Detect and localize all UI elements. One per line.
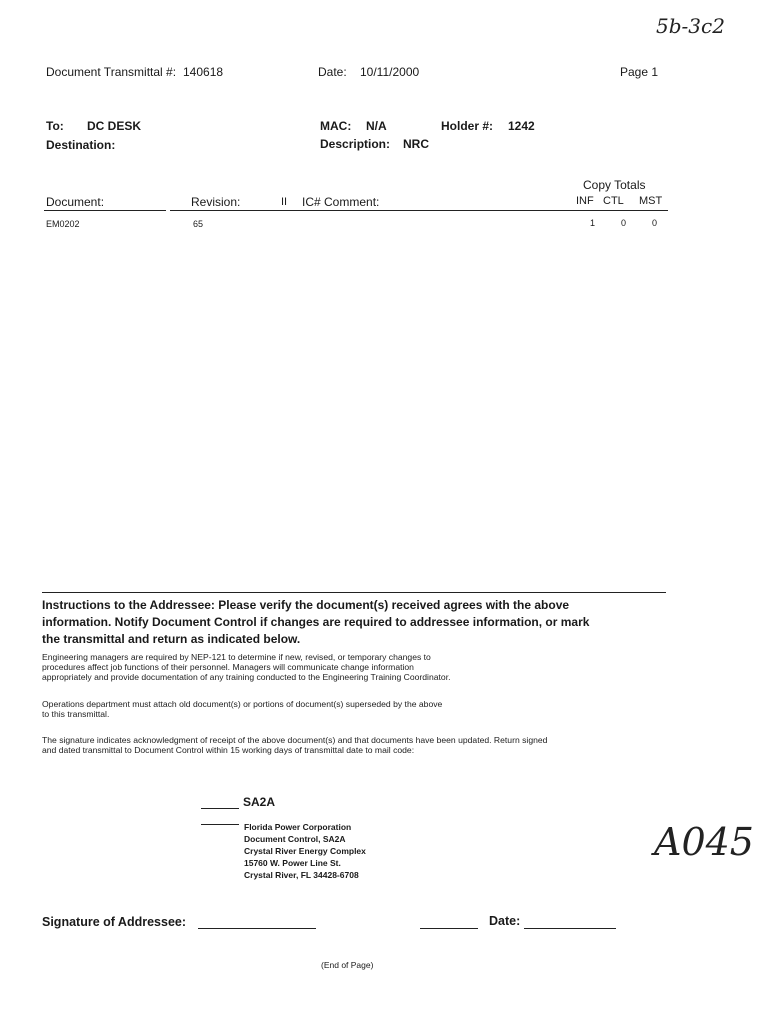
transmittal-label: Document Transmittal #: — [46, 65, 177, 79]
to-label: To: — [46, 119, 64, 133]
description-value: NRC — [403, 137, 429, 151]
address-line-text: Document Control, SA2A — [244, 834, 346, 844]
col-header-separator: II — [281, 196, 288, 208]
address-line — [201, 824, 239, 825]
address-line-text: Florida Power Corporation — [244, 822, 352, 832]
page-number: Page 1 — [620, 65, 659, 79]
paragraph-line: appropriately and provide documentation of any training conducted to the Engineering Training Coordinator. — [42, 672, 451, 682]
instructions-heading-line: the transmittal and return as indicated below. — [42, 632, 301, 646]
handwritten-note-top: 5b-3c2 — [656, 14, 725, 38]
signature-field[interactable] — [198, 928, 316, 929]
mail-code: SA2A — [243, 795, 276, 809]
date-signed-label: Date: — [489, 914, 521, 928]
col-header-revision: Revision: — [191, 195, 241, 209]
return-address — [244, 821, 366, 881]
mac-label: MAC: — [320, 119, 352, 133]
mail-code-line — [201, 808, 239, 809]
col-header-ic-comment: IC# Comment: — [302, 195, 380, 209]
address-line-text: Crystal River Energy Complex — [244, 846, 366, 856]
holder-value: 1242 — [508, 119, 535, 133]
paragraph-line: Operations department must attach old document(s) or portions of document(s) superseded by the above — [42, 699, 443, 709]
instructions-heading-line: Instructions to the Addressee: Please verify the document(s) received agrees with the above — [42, 598, 570, 612]
signature-label: Signature of Addressee: — [42, 915, 187, 929]
instructions-paragraph-2 — [42, 699, 442, 719]
paragraph-line: and dated transmittal to Document Control within 15 working days of transmittal date to mail code: — [42, 745, 415, 755]
paragraph-line: Engineering managers are required by NEP-121 to determine if new, revised, or temporary changes to — [42, 652, 431, 662]
instructions-divider — [42, 592, 666, 593]
date-value: 10/11/2000 — [360, 65, 420, 79]
col-header-document: Document: — [46, 195, 105, 209]
copy-totals-label: Copy Totals — [583, 178, 646, 192]
end-of-page: (End of Page) — [321, 960, 374, 970]
holder-label: Holder #: — [441, 119, 494, 133]
handwritten-note-right: A045 — [654, 820, 754, 864]
col-header-ctl: CTL — [603, 195, 624, 207]
row-ctl: 0 — [621, 218, 627, 228]
instructions-paragraph-3 — [42, 735, 547, 755]
destination-label: Destination: — [46, 138, 116, 152]
instructions-heading — [42, 597, 589, 648]
col-header-mst: MST — [639, 195, 663, 207]
transmittal-number: 140618 — [183, 65, 224, 79]
header-underline-1 — [44, 210, 166, 211]
instructions-paragraph-1 — [42, 652, 450, 682]
header-underline-2 — [170, 210, 668, 211]
address-line-text: 15760 W. Power Line St. — [244, 858, 341, 868]
paragraph-line: procedures affect job functions of their personnel. Managers will communicate change information — [42, 662, 414, 672]
row-document: EM0202 — [46, 219, 80, 229]
row-mst: 0 — [652, 218, 658, 228]
paragraph-line: to this transmittal. — [42, 709, 110, 719]
row-inf: 1 — [590, 218, 596, 228]
address-line-text: Crystal River, FL 34428-6708 — [244, 870, 359, 880]
date-label: Date: — [318, 65, 347, 79]
mac-value: N/A — [366, 119, 387, 133]
date-signed-field[interactable] — [524, 928, 616, 929]
to-value: DC DESK — [87, 119, 142, 133]
signature-extra-line — [420, 928, 478, 929]
paragraph-line: The signature indicates acknowledgment of receipt of the above document(s) and that documents have been updated. Return signed — [42, 735, 548, 745]
col-header-inf: INF — [576, 195, 594, 207]
description-label: Description: — [320, 137, 391, 151]
instructions-heading-line: information. Notify Document Control if changes are required to addressee information, or mark — [42, 615, 590, 629]
row-revision: 65 — [193, 219, 204, 229]
